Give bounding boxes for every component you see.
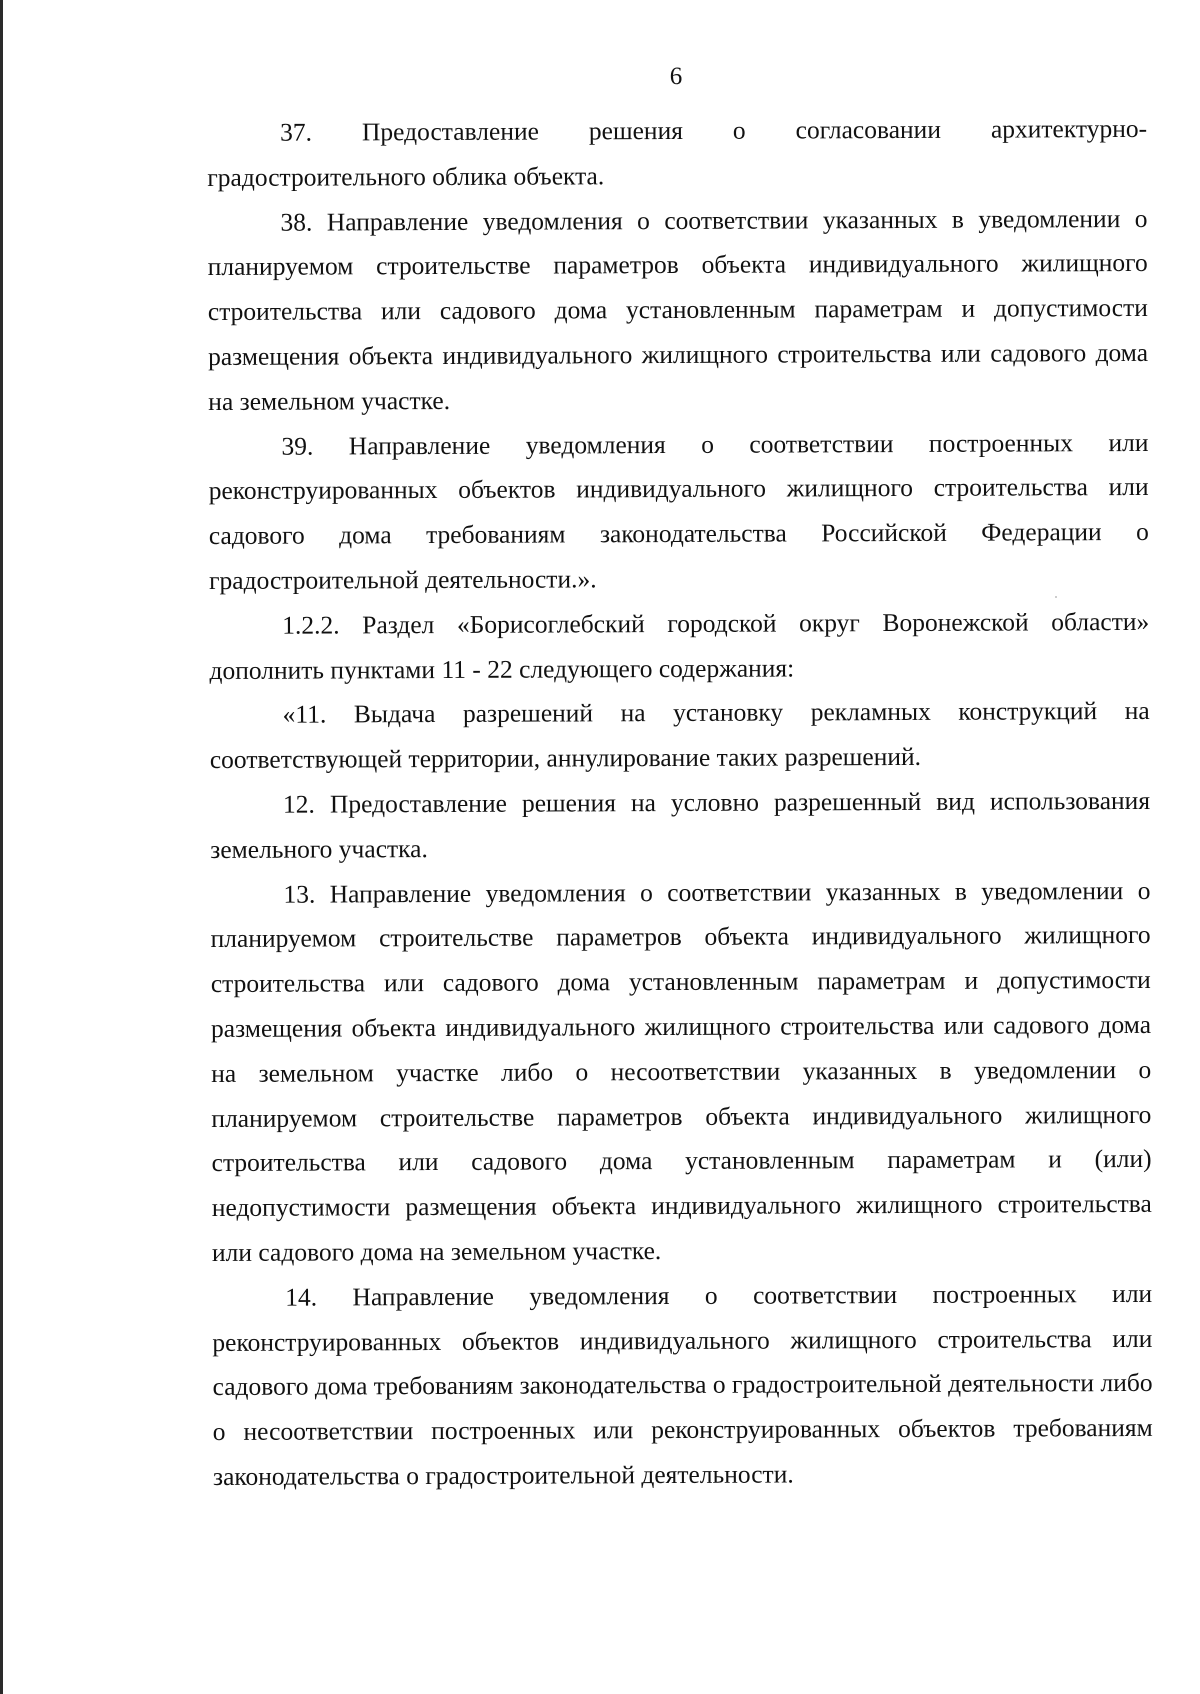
document-body [207,107,1153,1500]
paragraph-item-12: 12. Предоставление решения на условно разрешенный вид использования земельного участка. [210,785,1151,864]
paragraph-item-14: 14. Направление уведомления о соответствии построенных или реконструированных объектов индивидуального жилищного строительства или садового дома требованиям законодательства о градостроительной деятельности либо о несоответствии построенных или реконструированных объектов требованиям законодательства о градостроительной деятельности. [212,1278,1153,1491]
paragraph-item-11: «11. Выдача разрешений на установку рекламных конструкций на соответствующей территории, аннулирование таких разрешений. [209,696,1150,775]
paragraph-section-1-2-2: 1.2.2. Раздел «Борисоглебский городской округ Воронежской области» дополнить пунктами 11 - 22 следующего содержания: [209,606,1150,685]
scan-border [0,0,3,1694]
paragraph-item-39: 39. Направление уведомления о соответствии построенных или реконструированных объектов индивидуального жилищного строительства или садового дома требованиям законодательства Российской Федерации о градостроительной деятельности.». [208,427,1149,595]
paragraph-item-38: 38. Направление уведомления о соответствии указанных в уведомлении о планируемом строительстве параметров объекта индивидуального жилищного строительства или садового дома установленным параметрам и допустимости размещения объекта индивидуального жилищного строительства или садового дома на земельном участке. [207,203,1149,416]
paragraph-item-13: 13. Направление уведомления о соответствии указанных в уведомлении о планируемом строительстве параметров объекта индивидуального жилищного строительства или садового дома установленным параметрам и допустимости размещения объекта индивидуального жилищного строительства или садового дома на земельном участке либо о несоответствии указанных в уведомлении о планируемом строительстве параметров объекта индивидуального жилищного строительства или садового дома установленным параметрам и (или) недопустимости размещения объекта индивидуального жилищного строительства или садового дома на земельном участке. [210,875,1152,1267]
paragraph-item-37: 37. Предоставление решения о согласовании архитектурно-градостроительного облика объекта. [207,113,1148,192]
page-number: 6 [669,63,683,90]
